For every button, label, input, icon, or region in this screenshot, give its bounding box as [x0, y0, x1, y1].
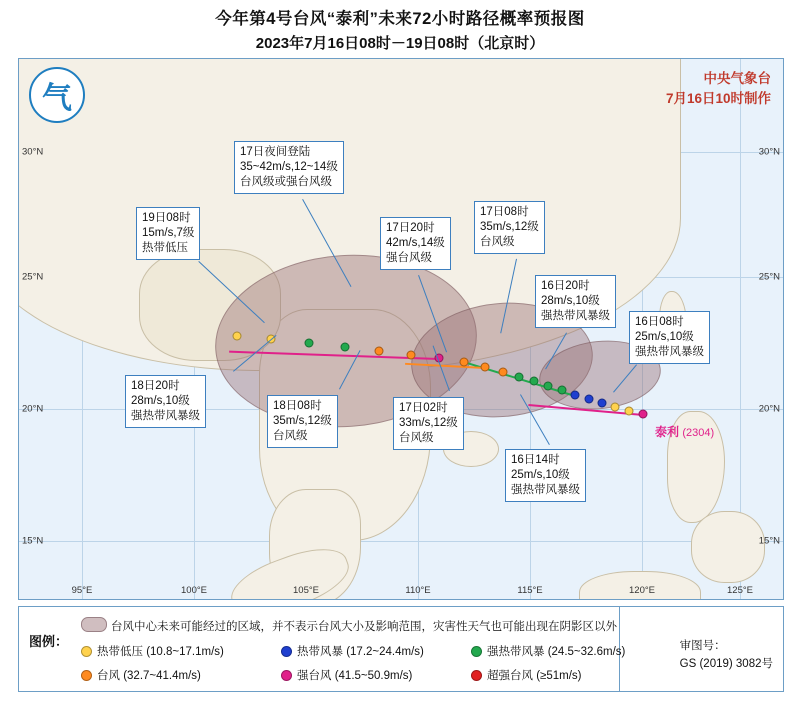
callout-line: 强热带风暴级 [541, 310, 610, 322]
legend-item-label: 台风 (32.7~41.4m/s) [97, 670, 201, 682]
track-point [598, 399, 607, 408]
axis-label-y-right: 15°N [758, 535, 780, 547]
track-point [305, 339, 314, 348]
callout-line: 16日14时 [511, 454, 560, 466]
axis-label-x: 110°E [405, 585, 431, 596]
track-point [341, 343, 350, 352]
approval-value: GS (2019) 3082号 [679, 658, 773, 670]
track-point [625, 407, 634, 416]
track-point [460, 358, 469, 367]
callout-16d14h[interactable] [505, 449, 586, 502]
legend-item-label: 强热带风暴 (24.5~32.6m/s) [487, 646, 626, 658]
callout-line: 28m/s,10级 [541, 295, 600, 307]
legend-panel [18, 606, 784, 692]
legend-color-dot [281, 670, 292, 681]
legend-item-tropical-depression [81, 643, 224, 659]
callout-line: 35m/s,12级 [480, 221, 539, 233]
agency-stamp [666, 69, 771, 109]
typhoon-map[interactable] [18, 58, 784, 600]
callout-16d08h[interactable] [629, 311, 710, 364]
axis-label-y-left: 25°N [22, 271, 44, 283]
axis-label-y-left: 15°N [22, 535, 44, 547]
track-point [571, 391, 580, 400]
callout-17d20h[interactable] [380, 217, 451, 270]
callout-line: 17日02时 [399, 402, 448, 414]
callout-line: 25m/s,10级 [635, 331, 694, 343]
callout-line: 18日20时 [131, 380, 180, 392]
axis-label-x: 125°E [727, 585, 753, 596]
legend-item-severe-typhoon [281, 667, 412, 683]
legend-item-label: 热带风暴 (17.2~24.4m/s) [297, 646, 424, 658]
callout-16d20h[interactable] [535, 275, 616, 328]
callout-line: 台风级 [273, 430, 308, 442]
agency-issue-time: 7月16日10时制作 [665, 91, 771, 106]
title-line-2: 2023年7月16日08时－19日08时（北京时） [255, 35, 545, 52]
approval-label: 审图号： [679, 640, 726, 652]
legend-color-dot [81, 670, 92, 681]
legend-color-dot [471, 670, 482, 681]
callout-line: 台风级 [399, 432, 434, 444]
cma-logo-icon [29, 67, 85, 123]
storm-id: (2304) [682, 427, 715, 439]
callout-17d02h[interactable] [393, 397, 464, 450]
legend-color-dot [281, 646, 292, 657]
legend-item-tropical-storm [281, 643, 424, 659]
track-point [530, 377, 539, 386]
gridline-15n [19, 541, 783, 542]
callout-line: 15m/s,7级 [142, 227, 195, 239]
axis-label-x: 105°E [293, 585, 319, 596]
callout-line: 42m/s,14级 [386, 237, 445, 249]
callout-line: 16日20时 [541, 280, 590, 292]
track-point [585, 395, 594, 404]
title-line-1: 今年第4号台风“泰利”未来72小时路径概率预报图 [215, 10, 585, 28]
callout-landfall[interactable] [234, 141, 344, 194]
callout-line: 强台风级 [386, 252, 432, 264]
callout-line: 强热带风暴级 [131, 410, 200, 422]
legend-item-severe-tropical-storm [471, 643, 625, 659]
callout-line: 台风级 [480, 236, 515, 248]
page-title [0, 6, 800, 56]
legend-color-dot [81, 646, 92, 657]
callout-line: 16日08时 [635, 316, 684, 328]
axis-label-y-right: 25°N [758, 271, 780, 283]
agency-name: 中央气象台 [703, 71, 771, 86]
track-point [544, 382, 553, 391]
track-point [481, 363, 490, 372]
axis-label-x: 115°E [517, 585, 543, 596]
land-visayas [691, 511, 765, 583]
axis-label-y-left: 20°N [22, 403, 44, 415]
callout-line: 强热带风暴级 [635, 346, 704, 358]
storm-label [655, 423, 714, 440]
callout-19d08h[interactable] [136, 207, 200, 260]
callout-line: 17日08时 [480, 206, 529, 218]
axis-label-x: 100°E [181, 585, 207, 596]
logo-glyph: 气 [42, 82, 72, 115]
legend-label: 图例： [29, 634, 69, 649]
approval-block [680, 637, 773, 673]
track-point [639, 410, 648, 419]
callout-line: 19日08时 [142, 212, 191, 224]
callout-18d20h[interactable] [125, 375, 206, 428]
callout-18d08h[interactable] [267, 395, 338, 448]
track-point [375, 347, 384, 356]
callout-line: 热带低压 [142, 242, 188, 254]
axis-label-x: 95°E [71, 585, 93, 596]
callout-line: 25m/s,10级 [511, 469, 570, 481]
callout-line: 35m/s,12级 [273, 415, 332, 427]
track-point [515, 373, 524, 382]
callout-line: 强热带风暴级 [511, 484, 580, 496]
callout-line: 台风级或强台风级 [240, 176, 332, 188]
track-point [558, 386, 567, 395]
axis-label-y-right: 30°N [758, 146, 780, 158]
storm-name: 泰利 [655, 425, 680, 439]
legend-color-dot [471, 646, 482, 657]
legend-item-label: 强台风 (41.5~50.9m/s) [297, 670, 413, 682]
callout-line: 18日08时 [273, 400, 322, 412]
track-point [499, 368, 508, 377]
callout-line: 28m/s,10级 [131, 395, 190, 407]
track-point [233, 332, 242, 341]
callout-line: 35~42m/s,12~14级 [240, 161, 338, 173]
legend-item-typhoon [81, 667, 201, 683]
legend-cone-note: 台风中心未来可能经过的区域，并不表示台风大小及影响范围，灾害性天气也可能出现在阴影区以外 [111, 621, 617, 633]
legend-item-super-typhoon [471, 667, 581, 683]
callout-17d08h[interactable] [474, 201, 545, 254]
track-point [611, 403, 620, 412]
axis-label-y-right: 20°N [758, 403, 780, 415]
callout-line: 17日夜间登陆 [240, 146, 311, 158]
track-point [407, 351, 416, 360]
axis-label-y-left: 30°N [22, 146, 44, 158]
legend-item-label: 热带低压 (10.8~17.1m/s) [97, 646, 224, 658]
callout-line: 17日20时 [386, 222, 435, 234]
legend-item-label: 超强台风 (≥51m/s) [487, 670, 582, 682]
callout-line: 33m/s,12级 [399, 417, 458, 429]
legend-cone-swatch [81, 617, 107, 632]
axis-label-x: 120°E [629, 585, 655, 596]
